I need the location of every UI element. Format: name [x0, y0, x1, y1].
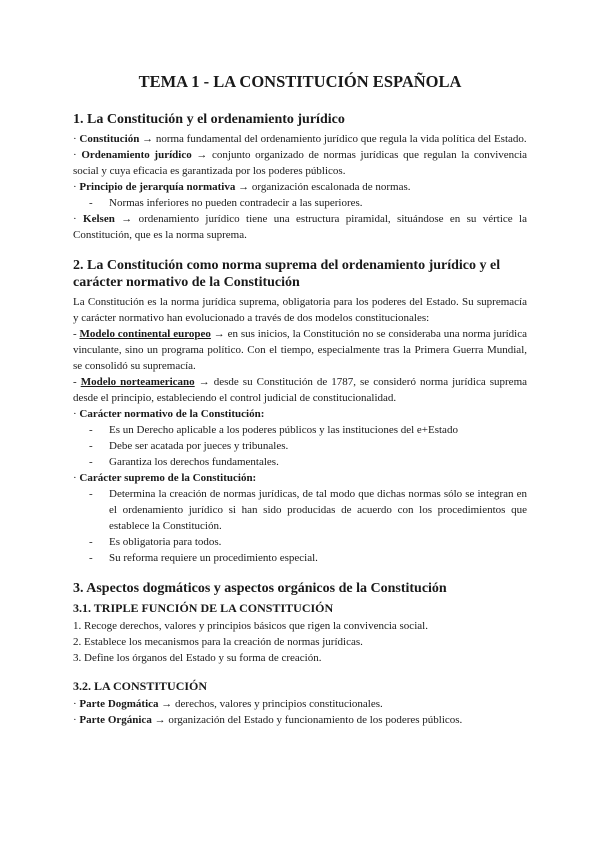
supremo-list — [73, 486, 527, 566]
definition-text: ordenamiento jurídico tiene una estructura piramidal, situándose en su vértice la Constitución, que es la norma suprema. — [73, 213, 527, 241]
definition-text: organización del Estado y funcionamiento de los poderes públicos. — [168, 714, 463, 726]
list-item: 3. Define los órganos del Estado y su forma de creación. — [73, 652, 322, 664]
definition-text: en sus inicios, la Constitución no se consideraba una norma jurídica vinculante, sino un programa político. Con el tiempo, especialmente tras la Primera Guerra Mundial, se consolidó su supremacía. — [73, 328, 528, 372]
page-title: TEMA 1 - LA CONSTITUCIÓN ESPAÑOLA — [138, 72, 462, 91]
list-item: - Su reforma requiere un procedimiento especial. — [108, 550, 527, 566]
definition-text: organización escalonada de normas. — [251, 181, 411, 193]
term-jerarquia: Principio de jerarquía normativa — [79, 181, 236, 193]
definition-text: conjunto organizado de normas jurídicas que regulan la convivencia social y cuya eficacia es garantizada por los poderes públicos. — [73, 149, 528, 177]
subsection-3-1-heading: 3.1. TRIPLE FUNCIÓN DE LA CONSTITUCIÓN — [73, 601, 334, 615]
definition-text: desde su Constitución de 1787, se consideró norma jurídica suprema desde el principio, estableciendo el control judicial de constitucionalidad. — [73, 376, 528, 404]
list-item: - Es un Derecho aplicable a los poderes públicos y las instituciones del e+Estado — [108, 422, 527, 438]
modelo-continental: - Modelo continental europeo → en sus inicios, la Constitución no se consideraba una norma jurídica vinculante, sino un programa político. Con el tiempo, especialmente tras la Primera Guerra Mundial, se consolidó su supremacía. — [73, 328, 528, 372]
term-modelo-norteamericano: Modelo norteamericano — [80, 376, 195, 388]
term-constitucion: Constitución — [79, 133, 140, 145]
modelo-norteamericano: - Modelo norteamericano → desde su Constitución de 1787, se consideró norma jurídica suprema desde el principio, estableciendo el control judicial de constitucionalidad. — [73, 376, 528, 404]
definition-constitucion: · Constitución → norma fundamental del ordenamiento jurídico que regula la vida política del Estado. — [73, 133, 527, 145]
term-ordenamiento: Ordenamiento jurídico — [81, 149, 192, 161]
term-modelo-continental: Modelo continental europeo — [79, 328, 211, 340]
section-3 — [73, 580, 527, 728]
section-1-heading: 1. La Constitución y el ordenamiento jurídico — [73, 112, 345, 127]
normativo-heading: · Carácter normativo de la Constitución: — [73, 408, 265, 420]
term-parte-organica: Parte Orgánica — [79, 714, 152, 726]
parte-organica: · Parte Orgánica → organización del Estado y funcionamiento de los poderes públicos. — [73, 714, 463, 726]
list-item: - Es obligatoria para todos. — [108, 534, 527, 550]
section-2 — [73, 257, 527, 566]
term-kelsen: Kelsen — [83, 213, 115, 225]
supremo-heading: · Carácter supremo de la Constitución: — [73, 472, 257, 484]
normativo-list — [73, 422, 527, 470]
list-item: - Garantiza los derechos fundamentales. — [108, 454, 527, 470]
term-parte-dogmatica: Parte Dogmática — [79, 698, 159, 710]
list-item: - Determina la creación de normas jurídicas, de tal modo que dichas normas sólo se integran en el ordenamiento jurídico si han sido producidas de acuerdo con los procedimientos que establece la Constitución. — [108, 486, 527, 534]
definition-text: norma fundamental del ordenamiento jurídico que regula la vida política del Estado. — [155, 133, 527, 145]
definition-jerarquia: · Principio de jerarquía normativa → organización escalonada de normas. — [73, 181, 411, 193]
list-item: 1. Recoge derechos, valores y principios básicos que rigen la convivencia social. — [73, 620, 428, 632]
section-3-heading: 3. Aspectos dogmáticos y aspectos orgánicos de la Constitución — [73, 581, 447, 596]
section-1 — [73, 111, 527, 243]
definition-ordenamiento: · Ordenamiento jurídico → conjunto organizado de normas jurídicas que regulan la convivencia social y cuya eficacia es garantizada por los poderes públicos. — [73, 149, 528, 177]
jerarquia-sublist — [73, 195, 527, 211]
definition-kelsen: · Kelsen → ordenamiento jurídico tiene una estructura piramidal, situándose en su vértice la Constitución, que es la norma suprema. — [73, 213, 527, 241]
subsection-3-2-heading: 3.2. LA CONSTITUCIÓN — [73, 679, 208, 693]
definition-text: derechos, valores y principios constitucionales. — [175, 698, 383, 710]
parte-dogmatica: · Parte Dogmática → derechos, valores y principios constitucionales. — [73, 698, 383, 710]
list-item: - Debe ser acatada por jueces y tribunales. — [108, 438, 527, 454]
section-2-intro: La Constitución es la norma jurídica suprema, obligatoria para los poderes del Estado. Su supremacía y carácter normativo han evolucionado a través de dos modelos constitucionales: — [73, 296, 527, 324]
list-item: - Normas inferiores no pueden contradecir a las superiores. — [108, 195, 527, 211]
section-2-heading: 2. La Constitución como norma suprema del ordenamiento jurídico y el carácter normativo de la Constitución — [73, 258, 501, 290]
list-item: 2. Establece los mecanismos para la creación de normas jurídicas. — [73, 636, 363, 648]
